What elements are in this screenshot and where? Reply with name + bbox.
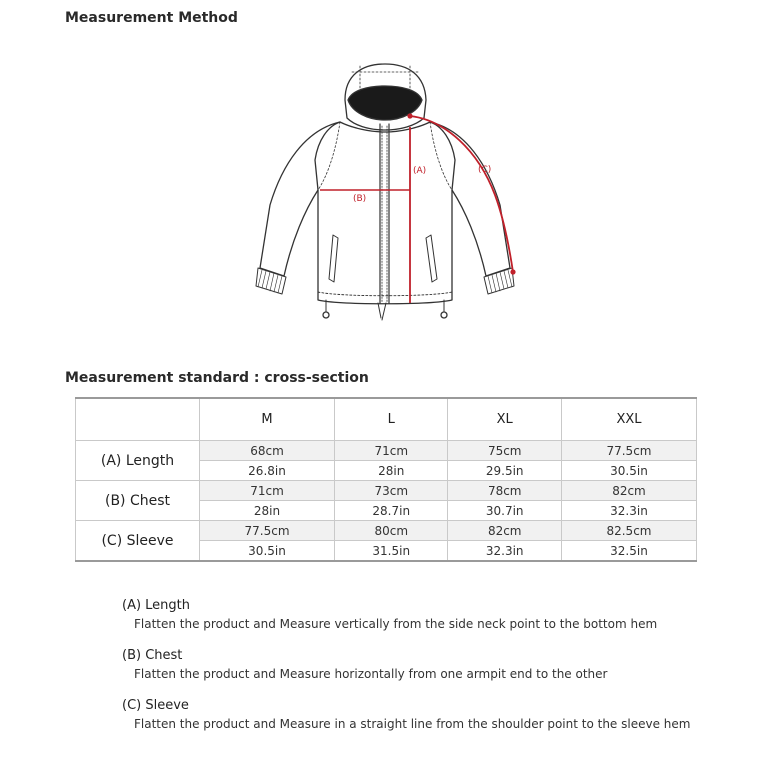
note-description: Flatten the product and Measure horizontally from one armpit end to the other [134, 667, 608, 681]
size-table [75, 397, 697, 562]
label-a: (A) [413, 166, 427, 176]
cell-cm: 75cm [448, 441, 561, 461]
jacket-diagram [240, 60, 530, 330]
hem [318, 292, 452, 296]
note-length [122, 597, 722, 633]
right-sleeve [430, 122, 510, 276]
note-description: Flatten the product and Measure vertically from the side neck point to the bottom hem [134, 617, 658, 631]
note-chest [122, 647, 722, 683]
table-row [76, 521, 697, 541]
table-row [76, 441, 697, 461]
measurement-notes [122, 597, 722, 747]
size-header: L [335, 398, 448, 441]
right-pocket [426, 235, 437, 282]
cell-cm: 73cm [335, 481, 448, 501]
cell-cm: 82.5cm [561, 521, 696, 541]
left-pocket [329, 235, 338, 282]
jacket-body [315, 122, 455, 304]
cell-in: 28in [200, 501, 335, 521]
left-cuff [256, 268, 286, 294]
cell-in: 31.5in [335, 541, 448, 562]
left-sleeve [260, 122, 340, 276]
cell-in: 29.5in [448, 461, 561, 481]
note-title: (B) Chest [122, 648, 183, 663]
row-label: (A) Length [76, 441, 200, 481]
cell-cm: 82cm [448, 521, 561, 541]
cell-in: 28in [335, 461, 448, 481]
note-description: Flatten the product and Measure in a straight line from the shoulder point to the sleeve hem [134, 717, 691, 731]
table-row [76, 481, 697, 501]
cell-in: 32.5in [561, 541, 696, 562]
row-label: (B) Chest [76, 481, 200, 521]
measurement-lines [320, 116, 513, 303]
cell-in: 26.8in [200, 461, 335, 481]
size-header: XXL [561, 398, 696, 441]
row-label: (C) Sleeve [76, 521, 200, 562]
note-title: (A) Length [122, 598, 191, 613]
corner-cell [76, 398, 200, 441]
cell-in: 32.3in [561, 501, 696, 521]
cell-in: 28.7in [335, 501, 448, 521]
size-header-row [76, 398, 697, 441]
cell-cm: 71cm [335, 441, 448, 461]
note-sleeve [122, 697, 722, 733]
cell-cm: 77.5cm [561, 441, 696, 461]
page-title: Measurement Method [65, 10, 238, 26]
note-title: (C) Sleeve [122, 698, 189, 713]
cell-cm: 77.5cm [200, 521, 335, 541]
right-cuff [484, 268, 514, 294]
cell-in: 30.5in [561, 461, 696, 481]
cell-cm: 78cm [448, 481, 561, 501]
zipper [380, 124, 389, 303]
cell-in: 30.7in [448, 501, 561, 521]
cell-in: 32.3in [448, 541, 561, 562]
cell-cm: 80cm [335, 521, 448, 541]
size-header: M [200, 398, 335, 441]
label-c: (C) [478, 165, 492, 175]
cell-in: 30.5in [200, 541, 335, 562]
cell-cm: 71cm [200, 481, 335, 501]
label-b: (B) [353, 194, 367, 204]
size-header: XL [448, 398, 561, 441]
cell-cm: 82cm [561, 481, 696, 501]
cell-cm: 68cm [200, 441, 335, 461]
section-title: Measurement standard : cross-section [65, 370, 369, 386]
